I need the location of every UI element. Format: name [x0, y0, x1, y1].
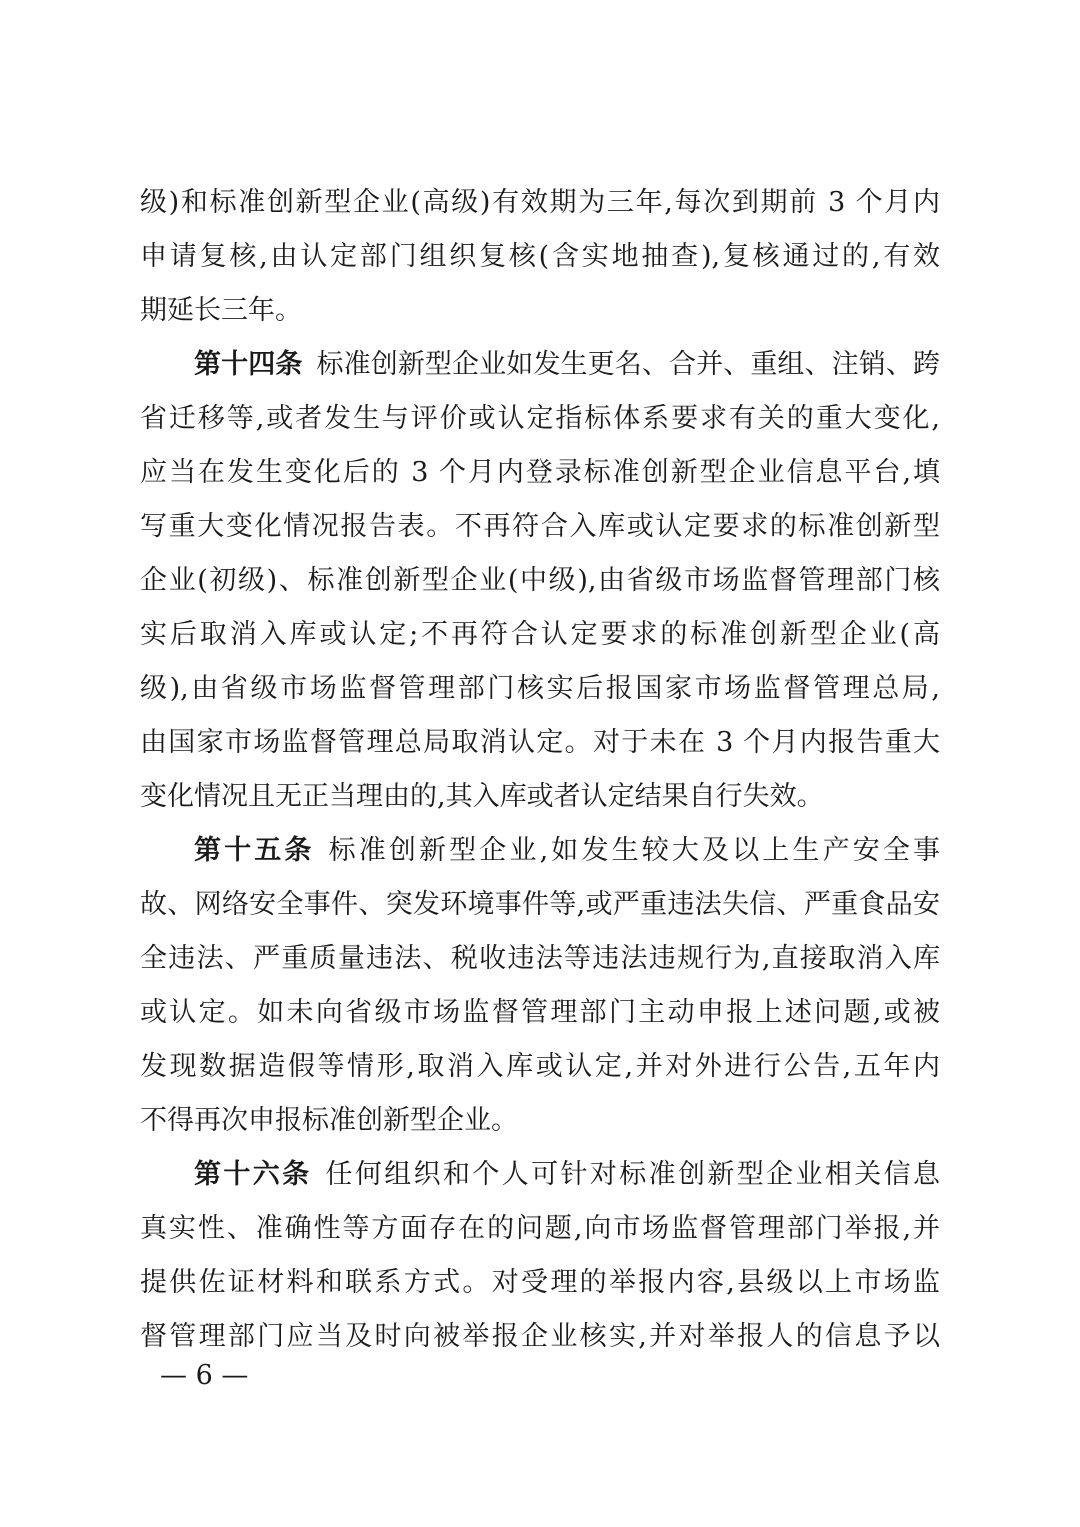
text-line: 变化情况且无正当理由的,其入库或者认定结果自行失效。	[140, 781, 824, 812]
page-number: — 6 —	[160, 1360, 249, 1391]
article-16	[140, 1148, 940, 1364]
paragraph-continuation	[140, 176, 940, 338]
article-number: 第十六条	[194, 1159, 312, 1190]
text-line: 省迁移等,或者发生与评价或认定指标体系要求有关的重大变化,	[140, 403, 940, 434]
article-number: 第十五条	[194, 835, 315, 866]
text-line: 级)和标准创新型企业(高级)有效期为三年,每次到期前 3 个月内	[140, 187, 940, 218]
text-line: 由国家市场监督管理总局取消认定。对于未在 3 个月内报告重大	[140, 727, 940, 758]
text-line-content: 标准创新型企业,如发生较大及以上生产安全事	[328, 835, 940, 866]
text-line: 企业(初级)、标准创新型企业(中级),由省级市场监督管理部门核	[140, 565, 940, 596]
article-14	[140, 338, 940, 824]
text-line	[140, 824, 940, 878]
article-15	[140, 824, 940, 1148]
text-line: 真实性、准确性等方面存在的问题,向市场监督管理部门举报,并	[140, 1213, 940, 1244]
text-line: 写重大变化情况报告表。不再符合入库或认定要求的标准创新型	[140, 511, 940, 542]
text-line: 申请复核,由认定部门组织复核(含实地抽查),复核通过的,有效	[140, 241, 940, 272]
text-line: 实后取消入库或认定;不再符合认定要求的标准创新型企业(高	[140, 619, 940, 650]
text-line: 故、网络安全事件、突发环境事件等,或严重违法失信、严重食品安	[140, 889, 940, 920]
text-line: 不得再次申报标准创新型企业。	[140, 1105, 518, 1136]
text-line: 全违法、严重质量违法、税收违法等违法违规行为,直接取消入库	[140, 943, 940, 974]
text-line: 提供佐证材料和联系方式。对受理的举报内容,县级以上市场监	[140, 1267, 940, 1298]
text-line	[140, 1148, 940, 1202]
text-line: 级),由省级市场监督管理部门核实后报国家市场监督管理总局,	[140, 673, 940, 704]
article-number: 第十四条	[194, 349, 303, 380]
text-line: 督管理部门应当及时向被举报企业核实,并对举报人的信息予以	[140, 1321, 940, 1352]
text-line	[140, 338, 940, 392]
text-line: 应当在发生变化后的 3 个月内登录标准创新型企业信息平台,填	[140, 457, 940, 488]
text-line: 发现数据造假等情形,取消入库或认定,并对外进行公告,五年内	[140, 1051, 940, 1082]
text-line: 或认定。如未向省级市场监督管理部门主动申报上述问题,或被	[140, 997, 940, 1028]
body-text	[140, 176, 940, 1364]
text-line-content: 标准创新型企业如发生更名、合并、重组、注销、跨	[316, 349, 941, 380]
text-line-content: 任何组织和个人可针对标准创新型企业相关信息	[325, 1159, 940, 1190]
text-line: 期延长三年。	[140, 295, 302, 326]
